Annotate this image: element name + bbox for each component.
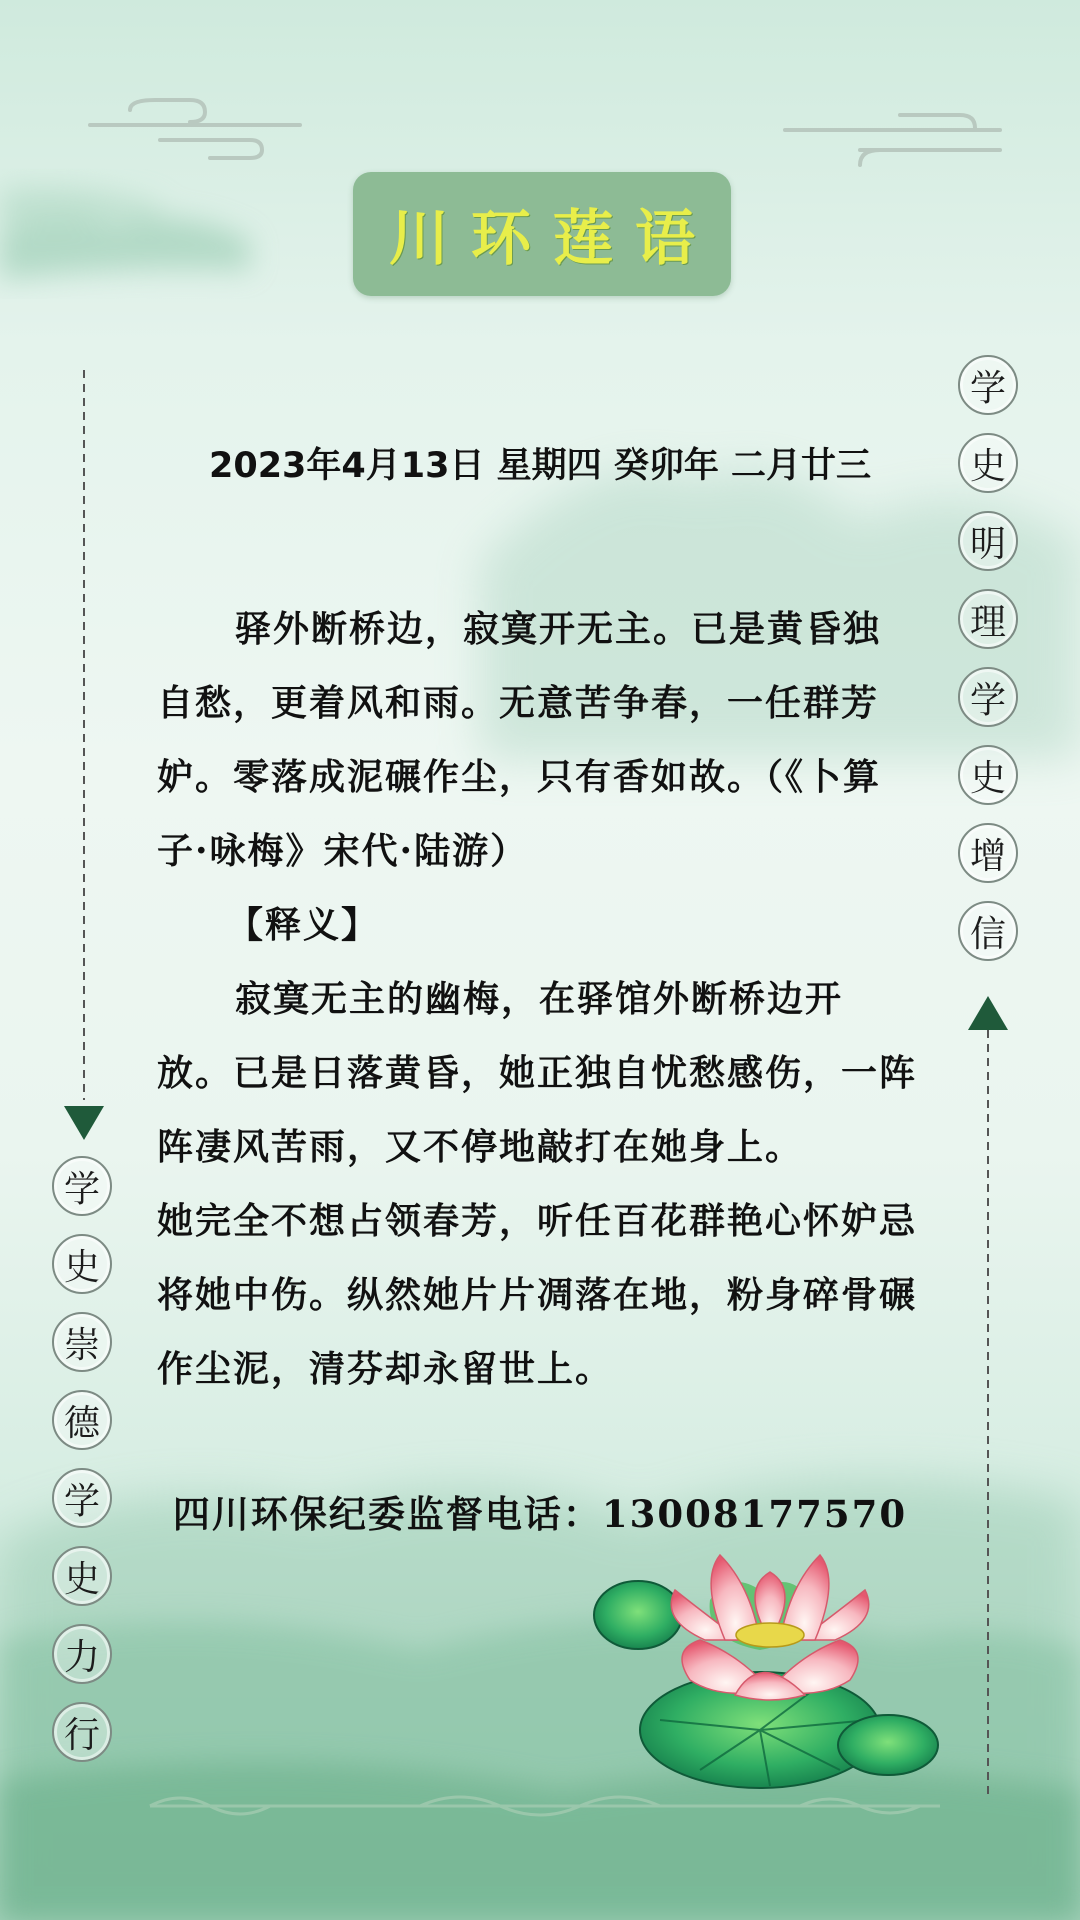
motto-char: 学 [52, 1468, 112, 1528]
explanation-heading: 【释义】 [227, 904, 380, 946]
motto-char: 史 [52, 1546, 112, 1606]
motto-char: 明 [958, 511, 1018, 571]
hotline-text: 四川环保纪委监督电话：13008177570 [172, 1492, 908, 1536]
content-body [157, 592, 917, 1406]
motto-char: 学 [958, 667, 1018, 727]
title-badge [353, 172, 731, 296]
left-motto-column [52, 1156, 112, 1762]
lotus-leaf-right [838, 1715, 938, 1775]
motto-char: 力 [52, 1624, 112, 1684]
lotus-flower [671, 1555, 869, 1700]
motto-char: 学 [52, 1156, 112, 1216]
right-motto-column [958, 355, 1018, 961]
motto-char: 理 [958, 589, 1018, 649]
lotus-leaf-left [594, 1581, 682, 1649]
date-line: 2023年4月13日 星期四 癸卯年 二月廿三 [208, 446, 872, 486]
motto-char: 史 [958, 433, 1018, 493]
motto-char: 德 [52, 1390, 112, 1450]
page-title: 川环莲语 [389, 204, 717, 274]
motto-char: 崇 [52, 1312, 112, 1372]
poem-text: 驿外断桥边，寂寞开无主。已是黄昏独自愁，更着风和雨。无意苦争春，一任群芳妒。零落成泥碾作尘，只有香如故。（《卜算子·咏梅》宋代·陆游） [157, 608, 882, 872]
motto-char: 史 [958, 745, 1018, 805]
motto-char: 学 [958, 355, 1018, 415]
motto-char: 行 [52, 1702, 112, 1762]
motto-char: 增 [958, 823, 1018, 883]
explanation-paragraph-2: 她完全不想占领春芳，听任百花群艳心怀妒忌将她中伤。纵然她片片凋落在地，粉身碎骨碾作尘泥，清芬却永留世上。 [157, 1200, 918, 1390]
explanation-paragraph-1: 寂寞无主的幽梅，在驿馆外断桥边开放。已是日落黄昏，她正独自忧愁感伤，一阵阵凄风苦雨，又不停地敲打在她身上。 [157, 978, 918, 1168]
motto-char: 信 [958, 901, 1018, 961]
motto-char: 史 [52, 1234, 112, 1294]
